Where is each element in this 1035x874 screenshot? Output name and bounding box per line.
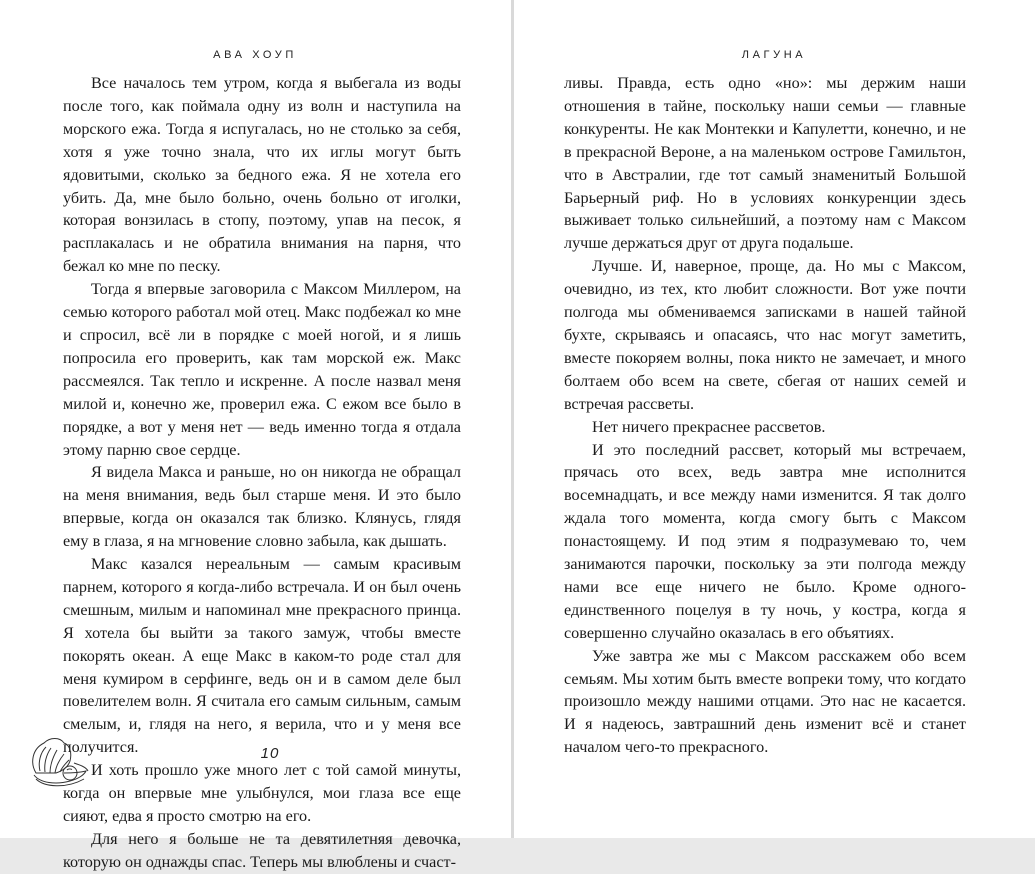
paragraph: Тогда я впервые заговорила с Максом Миллером, на семью которого работал мой отец. Макс подбежал ко мне и спросил, всё ли в порядке с моей ногой, и я лишь попросила его проверить, как там морской еж. Макс рассмеялся. Так тепло и искренне. А после назвал меня милой и, конечно же, проверил ежа. С ежом все было в порядке, а вот у меня нет — ведь именно тогда я отдала этому парню свое сердце. — [63, 280, 461, 459]
paragraph-continuation: ливы. Правда, есть одно «но»: мы держим наши отношения в тайне, поскольку наши семьи — главные конкуренты. Не как Монтекки и Капулетти, конечно, и не в прекрасной Вероне, а на маленьком острове Гамильтон, что в Австралии, где тот самый знаменитый Большой Барьерный риф. Но в условиях конкуренции здесь выживает только сильнейший, а поэтому нам с Максом лучше держаться друг от друга подальше. — [564, 74, 966, 253]
paragraph: Все началось тем утром, когда я выбегала из воды после того, как поймала одну из волн и наступила на морского ежа. Тогда я испугалась, но не столько за себя, хотя я уже точно знала, что их иглы могут быть ядовитыми, сколько за бедного ежа. Я не хотела его убить. Да, мне было больно, очень больно от иголки, которая вонзилась в стопу, поэтому, упав на песок, я расплакалась и не обратила внимания на парня, что бежал ко мне по песку. — [63, 74, 461, 276]
paragraph: Нет ничего прекраснее рассветов. — [592, 417, 826, 436]
right-page — [514, 0, 1035, 838]
running-head-author: АВА ХОУП — [213, 49, 297, 61]
paragraph: Для него я больше не та девятилетняя девочка, которую он однажды спас. Теперь мы влюблены и счаст- — [63, 829, 461, 871]
paragraph: Уже завтра же мы с Максом расскажем обо всем семьям. Мы хотим быть вместе вопреки тому, что когдато произошло между нашими отцами. Это нас не касается. И я надеюсь, завтрашний день изменит всё и станет началом чего-то прекрасного. — [564, 646, 966, 757]
paragraph: Я видела Макса и раньше, но он никогда не обращал на меня внимания, ведь был старше меня. И это было впервые, когда он оказался так близко. Клянусь, глядя ему в глаза, я на мгновение словно забыла, как дышать. — [63, 463, 461, 551]
paragraph: И это последний рассвет, который мы встречаем, прячась ото всех, ведь завтра мне исполнится восемнадцать, и все между нами изменится. Я так долго ждала того момента, когда смогу быть с Максом понастоящему. И под этим я подразумеваю то, чем занимаются парочки, поскольку за эти полгода между нами все еще ничего не было. Кроме одного-единственного поцелуя в ту ночь, у костра, когда я совершенно случайно оказалась в его объятиях. — [564, 440, 966, 642]
left-page — [0, 0, 511, 871]
running-head-title: ЛАГУНА — [741, 49, 807, 61]
right-page-body — [564, 72, 966, 759]
page-number: 10 — [260, 745, 280, 762]
seashell-pearl-icon — [26, 733, 96, 793]
paragraph: Лучше. И, наверное, проще, да. Но мы с Максом, очевидно, из тех, кто любит сложности. Вот уже почти полгода мы обмениваемся записками в нашей тайной бухте, скрываясь и опасаясь, что нас могут заметить, вместе покоряем волны, пока никто не замечает, и много болтаем обо всем на свете, сбегая от наших семей и встречая рассветы. — [564, 257, 966, 413]
paragraph: Макс казался нереальным — самым красивым парнем, которого я когда-либо встречала. И он был очень смешным, милым и напоминал мне прекрасного принца. Я хотела бы выйти за такого замуж, чтобы вместе покорять океан. А еще Макс в каком-то роде стал для меня кумиром в серфинге, ведь он и в самом деле был повелителем волн. Я считала его самым сильным, самым смелым, и, глядя на него, я верила, что и у меня все получится. — [63, 555, 461, 757]
paragraph: И хоть прошло уже много лет с той самой минуты, когда он впервые мне улыбнулся, мои глаза все еще сияют, едва я просто смотрю на его. — [63, 761, 461, 825]
